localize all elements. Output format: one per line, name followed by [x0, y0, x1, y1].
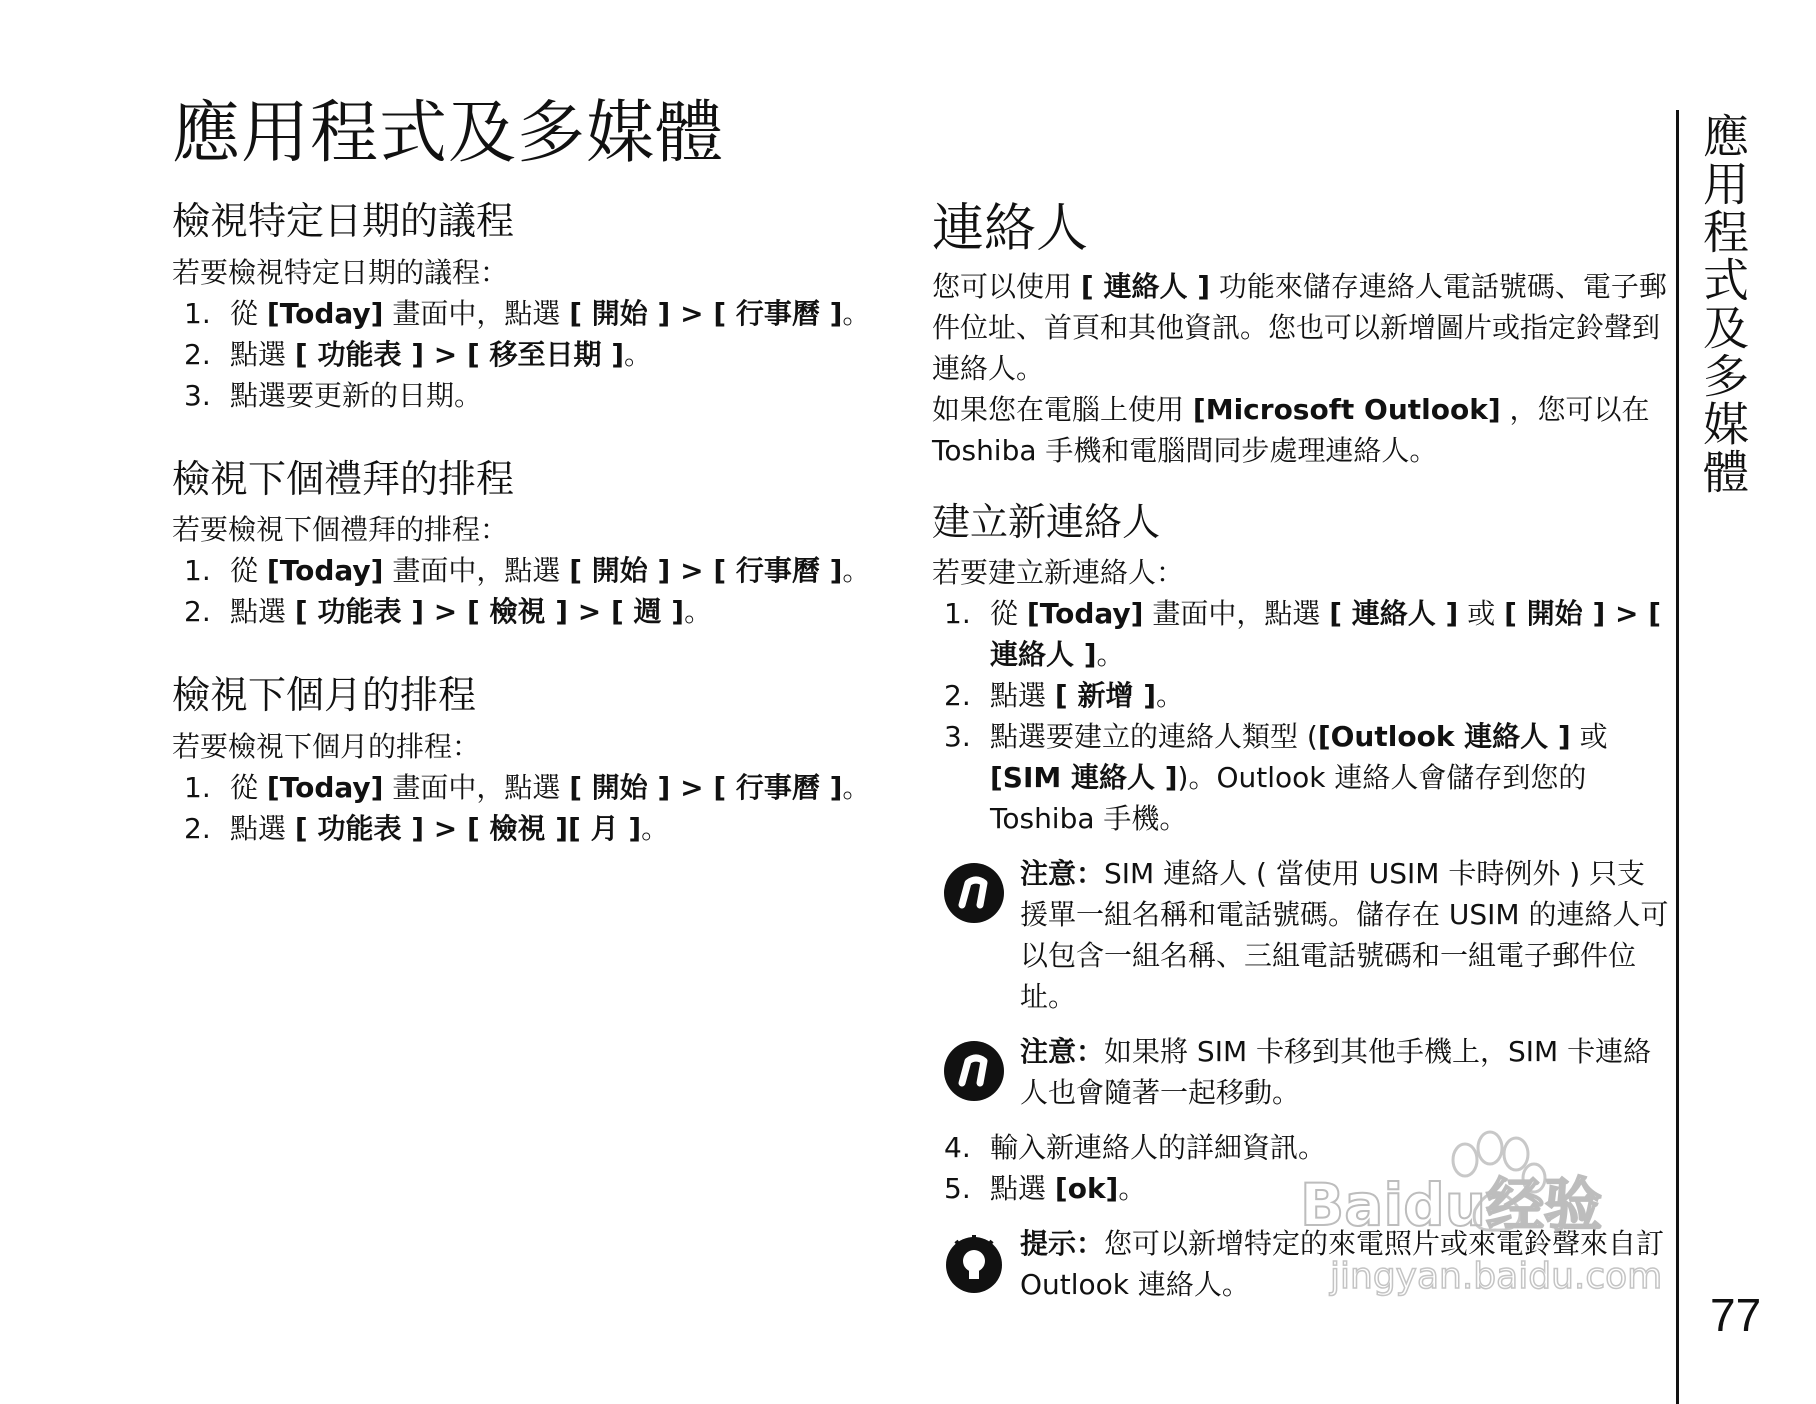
step-number: 1. [944, 597, 971, 631]
step-item [932, 593, 1672, 675]
right-column [932, 200, 1672, 1347]
text-span: 。 [1118, 1172, 1147, 1206]
step-item [932, 716, 1672, 839]
step-item [172, 550, 912, 591]
text-span: 點選 [990, 1172, 1055, 1206]
step-text [230, 767, 912, 808]
text-span: 從 [990, 597, 1027, 631]
step-text [990, 1127, 1672, 1168]
section-heading: 建立新連絡人 [932, 499, 1161, 544]
note-label: 注意： [1020, 1035, 1105, 1069]
step-item [172, 591, 912, 632]
text-span: 從 [230, 554, 267, 588]
step-text [230, 375, 912, 416]
step-item [172, 808, 912, 849]
section-contacts [932, 200, 1672, 471]
tip-text [1020, 1223, 1672, 1305]
step-number: 5. [944, 1172, 971, 1206]
section-next-week [172, 458, 912, 633]
note-body: 如果將 SIM 卡移到其他手機上，SIM 卡連絡人也會隨著一起移動。 [1020, 1035, 1652, 1110]
ui-label: [Today] [266, 554, 384, 588]
ui-label: [ 功能表 ] > [ 檢視 ][ 月 ] [294, 812, 642, 846]
text-span: 點選要建立的連絡人類型 ( [990, 720, 1318, 754]
ui-label: [ 開始 ] > [ 行事曆 ] [569, 771, 843, 805]
section-heading: 連絡人 [932, 199, 1089, 259]
step-number: 2. [184, 812, 211, 846]
note-text [1020, 853, 1672, 1017]
contacts-paragraph [932, 389, 1672, 471]
text-span: 畫面中，點選 [383, 771, 570, 805]
left-column [172, 200, 912, 891]
watermark-brand: Baidu经验 [1300, 1171, 1603, 1239]
text-span: 點選要更新的日期。 [230, 378, 483, 412]
text-span: 點選 [990, 679, 1055, 713]
step-text [230, 293, 912, 334]
step-number: 1. [184, 554, 211, 588]
section-intro: 若要建立新連絡人： [932, 556, 1185, 590]
steps-list [172, 293, 912, 416]
section-heading: 檢視下個禮拜的排程 [172, 456, 515, 501]
step-text [990, 716, 1672, 839]
section-heading: 檢視下個月的排程 [172, 673, 477, 718]
side-title: 應用程式及多媒體 [1696, 112, 1750, 496]
step-text [990, 675, 1672, 716]
step-number: 4. [944, 1131, 971, 1165]
step-number: 3. [944, 720, 971, 754]
text-span: 或 [1458, 597, 1505, 631]
ui-label: [ 功能表 ] > [ 檢視 ] > [ 週 ] [294, 595, 685, 629]
text-span: 如果您在電腦上使用 [932, 392, 1193, 426]
note-icon [942, 1039, 1006, 1103]
section-intro: 若要檢視下個月的排程： [172, 730, 481, 764]
ui-label: [SIM 連絡人 ] [990, 761, 1178, 795]
steps-list [932, 593, 1672, 839]
step-item [932, 675, 1672, 716]
section-next-month [172, 674, 912, 849]
text-span: 或 [1570, 720, 1608, 754]
step-number: 2. [184, 595, 211, 629]
text-span: 。 [842, 771, 871, 805]
step-item [172, 334, 912, 375]
step-item [172, 375, 912, 416]
ui-label: [ 連絡人 ] [1329, 597, 1459, 631]
steps-list [172, 767, 912, 849]
text-span: 。 [641, 812, 670, 846]
ui-label: [ 功能表 ] > [ 移至日期 ] [294, 337, 625, 371]
note-box [942, 1031, 1672, 1113]
sidebar-rule [1676, 110, 1679, 1404]
step-text [230, 334, 912, 375]
note-label: 注意： [1020, 857, 1105, 891]
section-new-contact [932, 501, 1672, 1306]
step-number: 3. [184, 378, 211, 412]
step-text [230, 808, 912, 849]
contacts-paragraph [932, 266, 1672, 389]
text-span: 畫面中，點選 [383, 296, 570, 330]
step-item [932, 1127, 1672, 1168]
step-text [990, 593, 1672, 675]
ui-label: [Outlook 連絡人 ] [1317, 720, 1571, 754]
ui-label: [Today] [266, 771, 384, 805]
step-number: 1. [184, 296, 211, 330]
section-agenda-by-date [172, 200, 912, 416]
note-body: SIM 連絡人 ( 當使用 USIM 卡時例外 ) 只支援單一組名稱和電話號碼。儲存在 USIM 的連絡人可以包含一組名稱、三組電話號碼和一組電子郵件位址。 [1020, 857, 1669, 1014]
step-item [172, 293, 912, 334]
section-intro: 若要檢視特定日期的議程： [172, 255, 509, 289]
step-text [990, 1168, 1672, 1209]
ui-label: [Microsoft Outlook] [1192, 392, 1501, 426]
text-span: )。Outlook 連絡人會儲存到您的 Toshiba 手機。 [990, 761, 1587, 836]
steps-list [172, 550, 912, 632]
text-span: 。 [624, 337, 653, 371]
step-text [230, 550, 912, 591]
step-item [932, 1168, 1672, 1209]
section-heading: 檢視特定日期的議程 [172, 199, 515, 243]
watermark-url: jingyan.baidu.com [1330, 1256, 1663, 1297]
text-span: 。 [684, 595, 713, 629]
page-number: 77 [1710, 1289, 1762, 1341]
ui-label: [ 開始 ] > [ 行事曆 ] [569, 554, 843, 588]
step-item [172, 767, 912, 808]
text-span: 輸入新連絡人的詳細資訊。 [990, 1131, 1327, 1165]
section-intro: 若要檢視下個禮拜的排程： [172, 513, 509, 547]
step-number: 2. [184, 337, 211, 371]
text-span: 功能來儲存連絡人電話號碼、電子郵件位址、首頁和其他資訊。您也可以新增圖片或指定鈴聲到連絡人。 [932, 269, 1667, 385]
tip-body: 您可以新增特定的來電照片或來電鈴聲來自訂 Outlook 連絡人。 [1020, 1227, 1665, 1302]
tip-label: 提示： [1020, 1227, 1105, 1261]
text-span: 您可以使用 [932, 269, 1081, 303]
ui-label: [Today] [1026, 597, 1144, 631]
tip-box [942, 1223, 1672, 1305]
note-icon [942, 861, 1006, 925]
text-span: ，您可以在 Toshiba 手機和電腦間同步處理連絡人。 [932, 392, 1650, 467]
note-text [1020, 1031, 1672, 1113]
text-span: 。 [1156, 679, 1185, 713]
steps-list [932, 1127, 1672, 1209]
text-span: 畫面中，點選 [1143, 597, 1330, 631]
text-span: 。 [842, 296, 871, 330]
text-span: 畫面中，點選 [383, 554, 570, 588]
ui-label: [ 開始 ] > [ 行事曆 ] [569, 296, 843, 330]
ui-label: [Today] [266, 296, 384, 330]
ui-label: [ok] [1054, 1172, 1119, 1206]
text-span: 點選 [230, 337, 295, 371]
text-span: 。 [842, 554, 871, 588]
text-span: 點選 [230, 812, 295, 846]
lightbulb-icon [942, 1231, 1006, 1295]
step-number: 1. [184, 771, 211, 805]
page-title: 應用程式及多媒體 [172, 94, 725, 173]
text-span: 從 [230, 771, 267, 805]
text-span: 。 [1096, 638, 1125, 672]
text-span: 從 [230, 296, 267, 330]
ui-label: [ 開始 ] > [ 連絡人 ] [990, 597, 1662, 672]
text-span: 點選 [230, 595, 295, 629]
step-text [230, 591, 912, 632]
ui-label: [ 連絡人 ] [1080, 269, 1210, 303]
note-box [942, 853, 1672, 1017]
step-number: 2. [944, 679, 971, 713]
ui-label: [ 新增 ] [1054, 679, 1156, 713]
